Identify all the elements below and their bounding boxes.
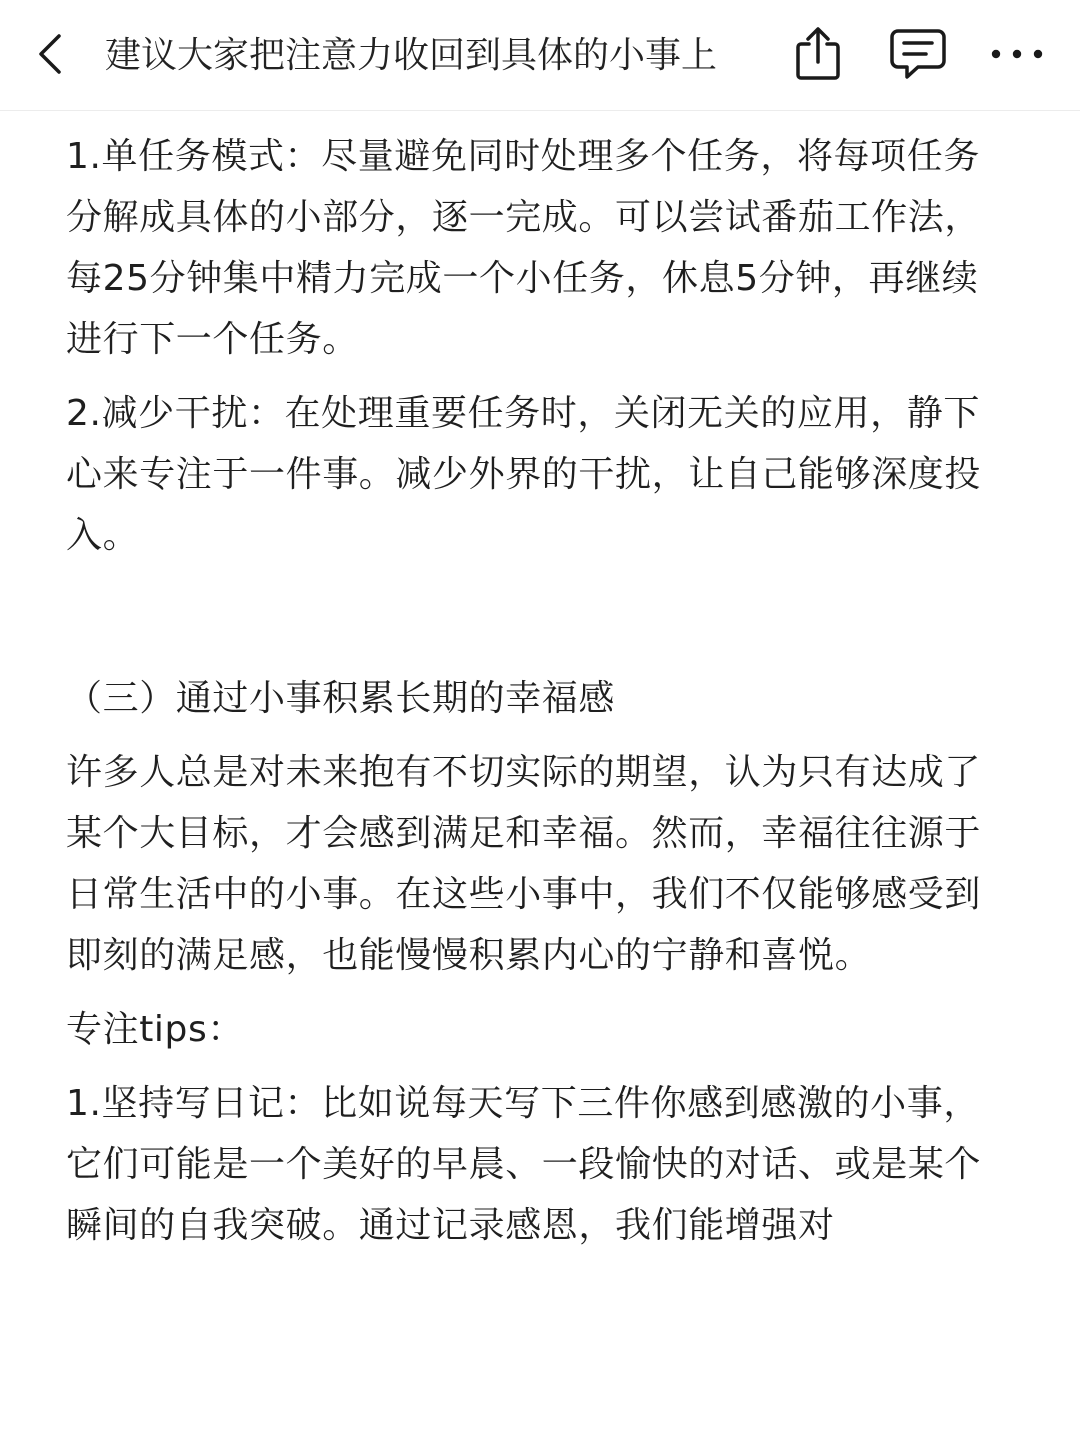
paragraph-happiness: 许多人总是对未来抱有不切实际的期望，认为只有达成了某个大目标，才会感到满足和幸福。然而，幸福往往源于日常生活中的小事。在这些小事中，我们不仅能够感受到即刻的满足感，也能慢慢积累内心的宁静和喜悦。 xyxy=(66,752,982,976)
share-button[interactable] xyxy=(786,22,850,86)
more-button[interactable] xyxy=(985,22,1049,86)
back-button[interactable] xyxy=(22,22,78,86)
share-icon xyxy=(792,24,844,84)
top-navigation-bar xyxy=(0,0,1080,111)
section-heading: （三）通过小事积累长期的幸福感 xyxy=(66,678,616,719)
paragraph-reduce-distraction: 2.减少干扰：在处理重要任务时，关闭无关的应用，静下心来专注于一件事。减少外界的干扰，让自己能够深度投入。 xyxy=(66,393,982,556)
comment-button[interactable] xyxy=(886,22,950,86)
comment-icon xyxy=(888,26,948,82)
page-title: 建议大家把注意力收回到具体的小事上 xyxy=(105,35,718,76)
paragraph-journaling: 1.坚持写日记：比如说每天写下三件你感到感激的小事，它们可能是一个美好的早晨、一段愉快的对话、或是某个瞬间的自我突破。通过记录感恩，我们能增强对 xyxy=(66,1083,982,1246)
chevron-left-icon xyxy=(35,32,65,76)
article-body xyxy=(66,126,1001,1256)
paragraph-single-task: 1.单任务模式：尽量避免同时处理多个任务，将每项任务分解成具体的小部分，逐一完成。可以尝试番茄工作法，每25分钟集中精力完成一个小任务，休息5分钟，再继续进行下一个任务。 xyxy=(66,136,982,360)
more-dots-icon xyxy=(988,46,1046,62)
tips-label: 专注tips： xyxy=(66,1009,244,1050)
